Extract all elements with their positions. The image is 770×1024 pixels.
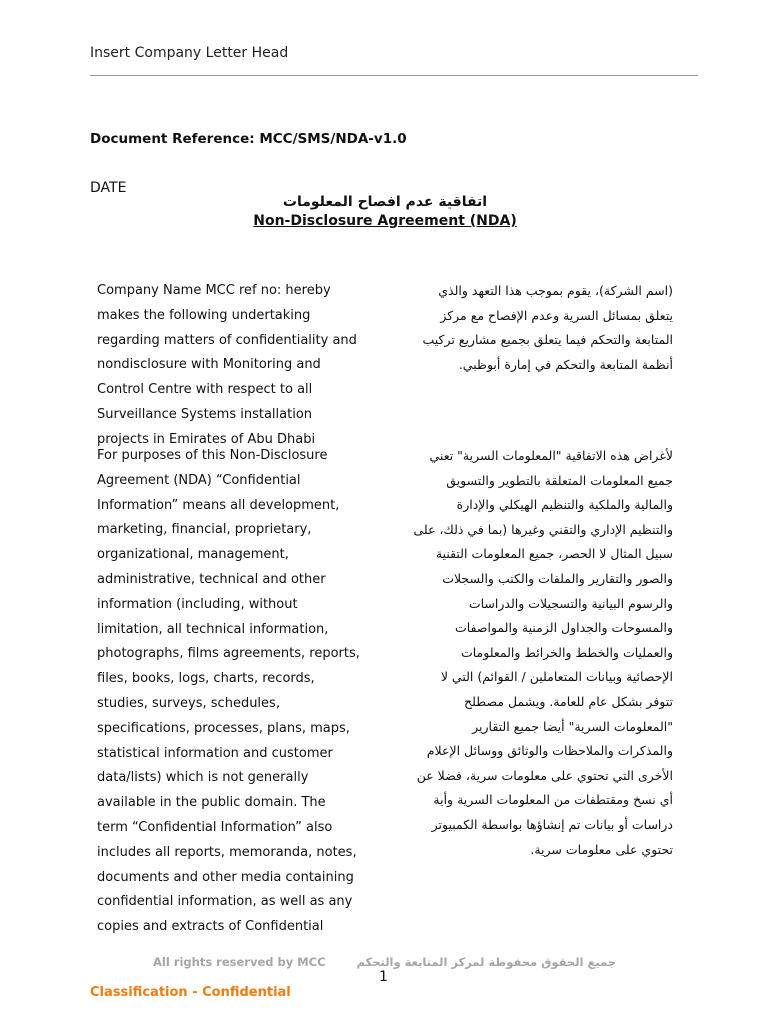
text-line: Information” means all development, [97, 497, 340, 513]
text-line: تحتوي على معلومات سرية. [530, 841, 673, 857]
text-line: لأغراض هذه الاتفاقية "المعلومات السرية" تعني [429, 448, 673, 463]
header-divider [90, 75, 698, 76]
text-line: أي نسخ ومقتطفات من المعلومات السرية وأية [433, 792, 673, 808]
text-line: regarding matters of confidentiality and [97, 332, 357, 348]
text-line: photographs, films agreements, reports, [97, 646, 360, 662]
text-line: (اسم الشركة)، يقوم بموجب هذا التعهد والذي [438, 283, 673, 298]
text-line: والصور والتقارير والملفات والكتب والسجلات [442, 570, 673, 586]
date-label: DATE [90, 180, 127, 196]
text-line: For purposes of this Non-Disclosure [97, 448, 328, 463]
text-line: confidential information, as well as any [97, 894, 353, 910]
paragraph-2-english [97, 444, 382, 940]
text-line: statistical information and customer [97, 745, 333, 761]
text-line: marketing, financial, proprietary, [97, 522, 312, 538]
text-line: جميع المعلومات المتعلقة بالتطوير والتسويق [446, 472, 673, 488]
text-line: copies and extracts of Confidential [97, 919, 324, 935]
text-line: information (including, without [97, 596, 298, 612]
footer-rights-arabic: جميع الحقوق محفوظة لمركز المتابعة والتحكم [356, 955, 616, 969]
paragraph-2-arabic [383, 444, 673, 862]
text-line: administrative, technical and other [97, 571, 326, 587]
text-line: والمذكرات والملاحظات والوثائق ووسائل الإعلام [426, 743, 673, 759]
text-line: limitation, all technical information, [97, 621, 329, 637]
text-line: والمسوحات والجداول الزمنية والمواصفات [454, 620, 673, 636]
text-line: دراسات أو بيانات تم إنشاؤها بواسطة الكمبيوتر [431, 816, 673, 832]
text-line: studies, surveys, schedules, [97, 695, 280, 711]
document-reference: Document Reference: MCC/SMS/NDA-v1.0 [90, 131, 407, 147]
text-line: الأخرى التي تحتوي على معلومات سرية، فضلا عن [416, 767, 673, 783]
text-line: files, books, logs, charts, records, [97, 671, 315, 687]
text-line: والتنظيم الإداري والتقني وغيرها (بما في ذلك، على [413, 521, 673, 537]
text-line: Company Name MCC ref no: hereby [97, 283, 331, 298]
text-line: includes all reports, memoranda, notes, [97, 844, 357, 860]
title-arabic: اتفاقية عدم افصاح المعلومات [282, 194, 488, 210]
text-line: projects in Emirates of Abu Dhabi [97, 431, 316, 447]
text-line: سبيل المثال لا الحصر، جميع المعلومات التقنية [435, 546, 673, 562]
letterhead-placeholder: Insert Company Letter Head [90, 45, 289, 61]
title-english: Non-Disclosure Agreement (NDA) [253, 213, 517, 229]
text-line: أنظمة المتابعة والتحكم في إمارة أبوظبي. [458, 356, 673, 372]
footer-rights-english: All rights reserved by MCC [153, 955, 326, 969]
text-line: المتابعة والتحكم فيما يتعلق بجميع مشاريع تركيب [422, 332, 673, 348]
text-line: تتوفر بشكل عام للعامة. ويشمل مصطلح [464, 693, 673, 709]
text-line: makes the following undertaking [97, 307, 311, 323]
text-line: term “Confidential Information” also [97, 819, 333, 835]
text-line: nondisclosure with Monitoring and [97, 357, 321, 373]
text-line: organizational, management, [97, 547, 289, 563]
text-line: Control Centre with respect to all [97, 382, 313, 398]
text-line: "المعلومات السرية" أيضا جميع التقارير [472, 718, 673, 734]
page-number: 1 [379, 969, 388, 985]
classification-label: Classification - Confidential [90, 985, 291, 1000]
text-line: Surveillance Systems installation [97, 406, 313, 422]
text-line: Agreement (NDA) “Confidential [97, 472, 301, 488]
text-line: الإحصائية وبيانات المتعاملين / القوائم) التي لا [440, 669, 673, 685]
paragraph-1-english [97, 279, 382, 453]
text-line: والرسوم البيانية والتسجيلات والدراسات [468, 595, 673, 611]
text-line: specifications, processes, plans, maps, [97, 720, 350, 736]
text-line: والمالية والملكية والتنظيم الهيكلي والإدارة [456, 497, 673, 513]
text-line: available in the public domain. The [97, 795, 326, 811]
text-line: يتعلق بمسائل السرية وعدم الإفصاح مع مركز [440, 307, 673, 323]
paragraph-1-arabic [383, 279, 673, 377]
text-line: والعمليات والخطط والخرائط والمعلومات [460, 644, 673, 660]
text-line: documents and other media containing [97, 869, 354, 885]
text-line: data/lists) which is not generally [97, 770, 309, 786]
